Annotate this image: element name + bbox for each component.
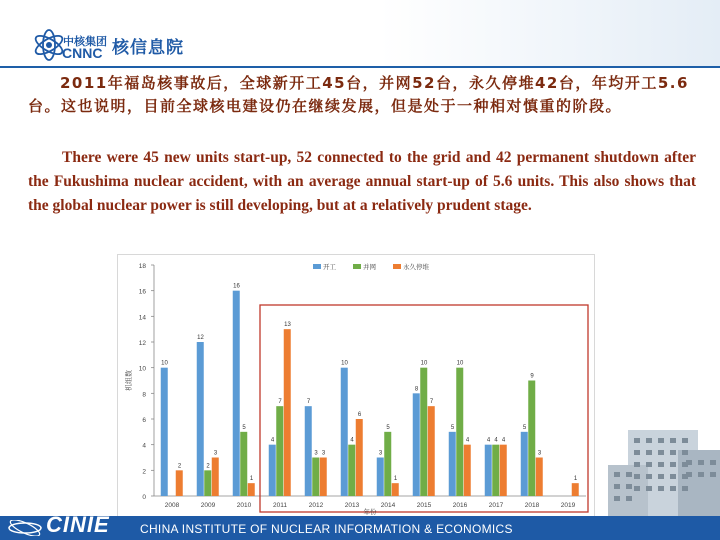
data-label: 4 <box>350 437 354 444</box>
bar-2016-2 <box>464 445 471 496</box>
header-gradient <box>380 0 720 66</box>
bar-2013-2 <box>356 419 363 496</box>
bar-2013-0 <box>341 368 348 496</box>
x-tick-label: 2019 <box>560 502 576 509</box>
bar-2012-1 <box>312 458 319 497</box>
y-tick-label: 4 <box>142 442 146 450</box>
data-label: 4 <box>486 437 491 444</box>
x-tick-label: 2013 <box>344 502 360 509</box>
footer-logo: CINIE <box>46 512 110 537</box>
bar-2018-1 <box>528 381 535 497</box>
bar-2008-2 <box>176 470 183 496</box>
y-tick-label: 16 <box>138 288 146 296</box>
bar-2015-0 <box>413 393 420 496</box>
bar-2013-1 <box>348 445 355 496</box>
data-label: 6 <box>357 412 362 418</box>
data-label: 12 <box>197 335 204 341</box>
x-tick-label: 2018 <box>524 502 540 509</box>
bar-2017-2 <box>500 445 507 496</box>
cinie-logo-icon <box>6 520 44 536</box>
data-label: 10 <box>420 360 428 367</box>
data-label: 2 <box>206 463 210 470</box>
bar-2009-0 <box>197 342 204 496</box>
y-tick-label: 12 <box>138 340 146 347</box>
chinese-paragraph <box>28 72 696 118</box>
bar-2011-0 <box>269 445 276 496</box>
data-label: 4 <box>494 437 498 444</box>
bar-2008-0 <box>161 368 168 496</box>
bar-2009-2 <box>212 458 219 497</box>
y-tick-label: 14 <box>138 314 146 322</box>
y-tick-label: 6 <box>142 417 146 424</box>
data-label: 5 <box>450 424 455 431</box>
legend-label-0: 开工 <box>323 263 336 271</box>
legend-swatch-0 <box>313 264 321 269</box>
bar-2010-0 <box>233 291 240 496</box>
data-label: 16 <box>233 283 240 290</box>
x-tick-label: 2014 <box>380 502 396 509</box>
legend-label-1: 并网 <box>363 263 376 271</box>
data-label: 10 <box>456 360 464 367</box>
data-label: 3 <box>314 450 318 457</box>
logo-en: CNNC <box>62 45 103 61</box>
data-label: 5 <box>242 424 246 431</box>
data-label: 3 <box>537 450 542 457</box>
header-divider <box>0 66 720 68</box>
legend-swatch-1 <box>353 264 361 269</box>
header <box>0 0 720 66</box>
data-label: 3 <box>321 450 326 457</box>
data-label: 4 <box>465 437 470 444</box>
x-tick-label: 2010 <box>236 502 252 509</box>
bar-2018-0 <box>521 432 528 496</box>
legend-swatch-2 <box>393 264 401 269</box>
english-paragraph <box>28 146 696 218</box>
chinese-paragraph-text: 2011年福岛核事故后，全球新开工45台，并网52台，永久停堆42台，年均开工5.6台。这也说明，目前全球核电建设仍在继续发展，但是处于一种相对慎重的阶段。 <box>28 74 689 115</box>
data-label: 7 <box>429 399 434 406</box>
x-tick-label: 2012 <box>308 502 324 509</box>
y-axis-label: 机组数 <box>125 370 133 391</box>
data-label: 3 <box>213 450 218 457</box>
data-label: 10 <box>161 360 168 367</box>
bar-2016-1 <box>456 368 463 496</box>
data-label: 13 <box>284 322 291 329</box>
data-label: 5 <box>386 424 390 431</box>
english-paragraph-text: There were 45 new units start-up, 52 connected to the grid and 42 permanent shutdown after the Fukushima nuclear accident, with an average annual start-up of 5.6 units. This also shows that the global nuclear power is still developing, but at a relatively prudent stage. <box>28 149 696 214</box>
bar-2010-2 <box>248 483 255 496</box>
bar-2012-0 <box>305 406 312 496</box>
bar-2012-2 <box>320 458 327 497</box>
bar-2011-1 <box>276 406 283 496</box>
data-label: 10 <box>341 360 348 367</box>
data-label: 2 <box>177 463 182 470</box>
data-label: 5 <box>522 424 527 431</box>
bar-2016-0 <box>449 432 456 496</box>
data-label: 4 <box>501 437 506 444</box>
data-label: 3 <box>378 450 383 457</box>
legend-label-2: 永久停堆 <box>403 263 429 271</box>
logo-cn-small: 中核集团 <box>63 35 107 48</box>
x-tick-label: 2015 <box>416 502 432 509</box>
data-label: 1 <box>393 476 398 483</box>
data-label: 1 <box>573 476 578 483</box>
bar-2015-2 <box>428 406 435 496</box>
data-label: 4 <box>270 437 275 444</box>
bar-2009-1 <box>204 470 211 496</box>
footer-institute-name: CHINA INSTITUTE OF NUCLEAR INFORMATION & ECONOMICS <box>140 522 513 536</box>
x-tick-label: 2009 <box>200 502 216 509</box>
x-axis-label: 年份 <box>363 508 377 516</box>
y-tick-label: 10 <box>138 365 146 373</box>
bar-2014-2 <box>392 483 399 496</box>
nuclear-units-bar-chart <box>117 254 595 518</box>
bar-2019-2 <box>572 483 579 496</box>
bar-2017-0 <box>485 445 492 496</box>
bar-2014-0 <box>377 458 384 497</box>
x-tick-label: 2017 <box>488 502 504 509</box>
y-tick-label: 0 <box>142 494 146 501</box>
data-label: 7 <box>278 399 282 406</box>
cnnc-atom-logo-icon <box>32 28 66 62</box>
data-label: 9 <box>530 373 534 380</box>
data-label: 1 <box>249 476 254 483</box>
x-tick-label: 2016 <box>452 502 468 509</box>
bar-2011-2 <box>284 329 291 496</box>
bar-2017-1 <box>492 445 499 496</box>
y-tick-label: 2 <box>142 468 146 476</box>
bar-2010-1 <box>240 432 247 496</box>
data-label: 7 <box>306 399 311 406</box>
y-tick-label: 8 <box>142 391 146 399</box>
data-label: 8 <box>414 386 419 393</box>
x-tick-label: 2008 <box>164 502 180 509</box>
y-tick-label: 18 <box>138 263 146 270</box>
bar-2018-2 <box>536 458 543 497</box>
logo-cn-large: 核信息院 <box>112 38 184 58</box>
bar-2014-1 <box>384 432 391 496</box>
bar-2015-1 <box>420 368 427 496</box>
x-tick-label: 2011 <box>273 502 287 509</box>
